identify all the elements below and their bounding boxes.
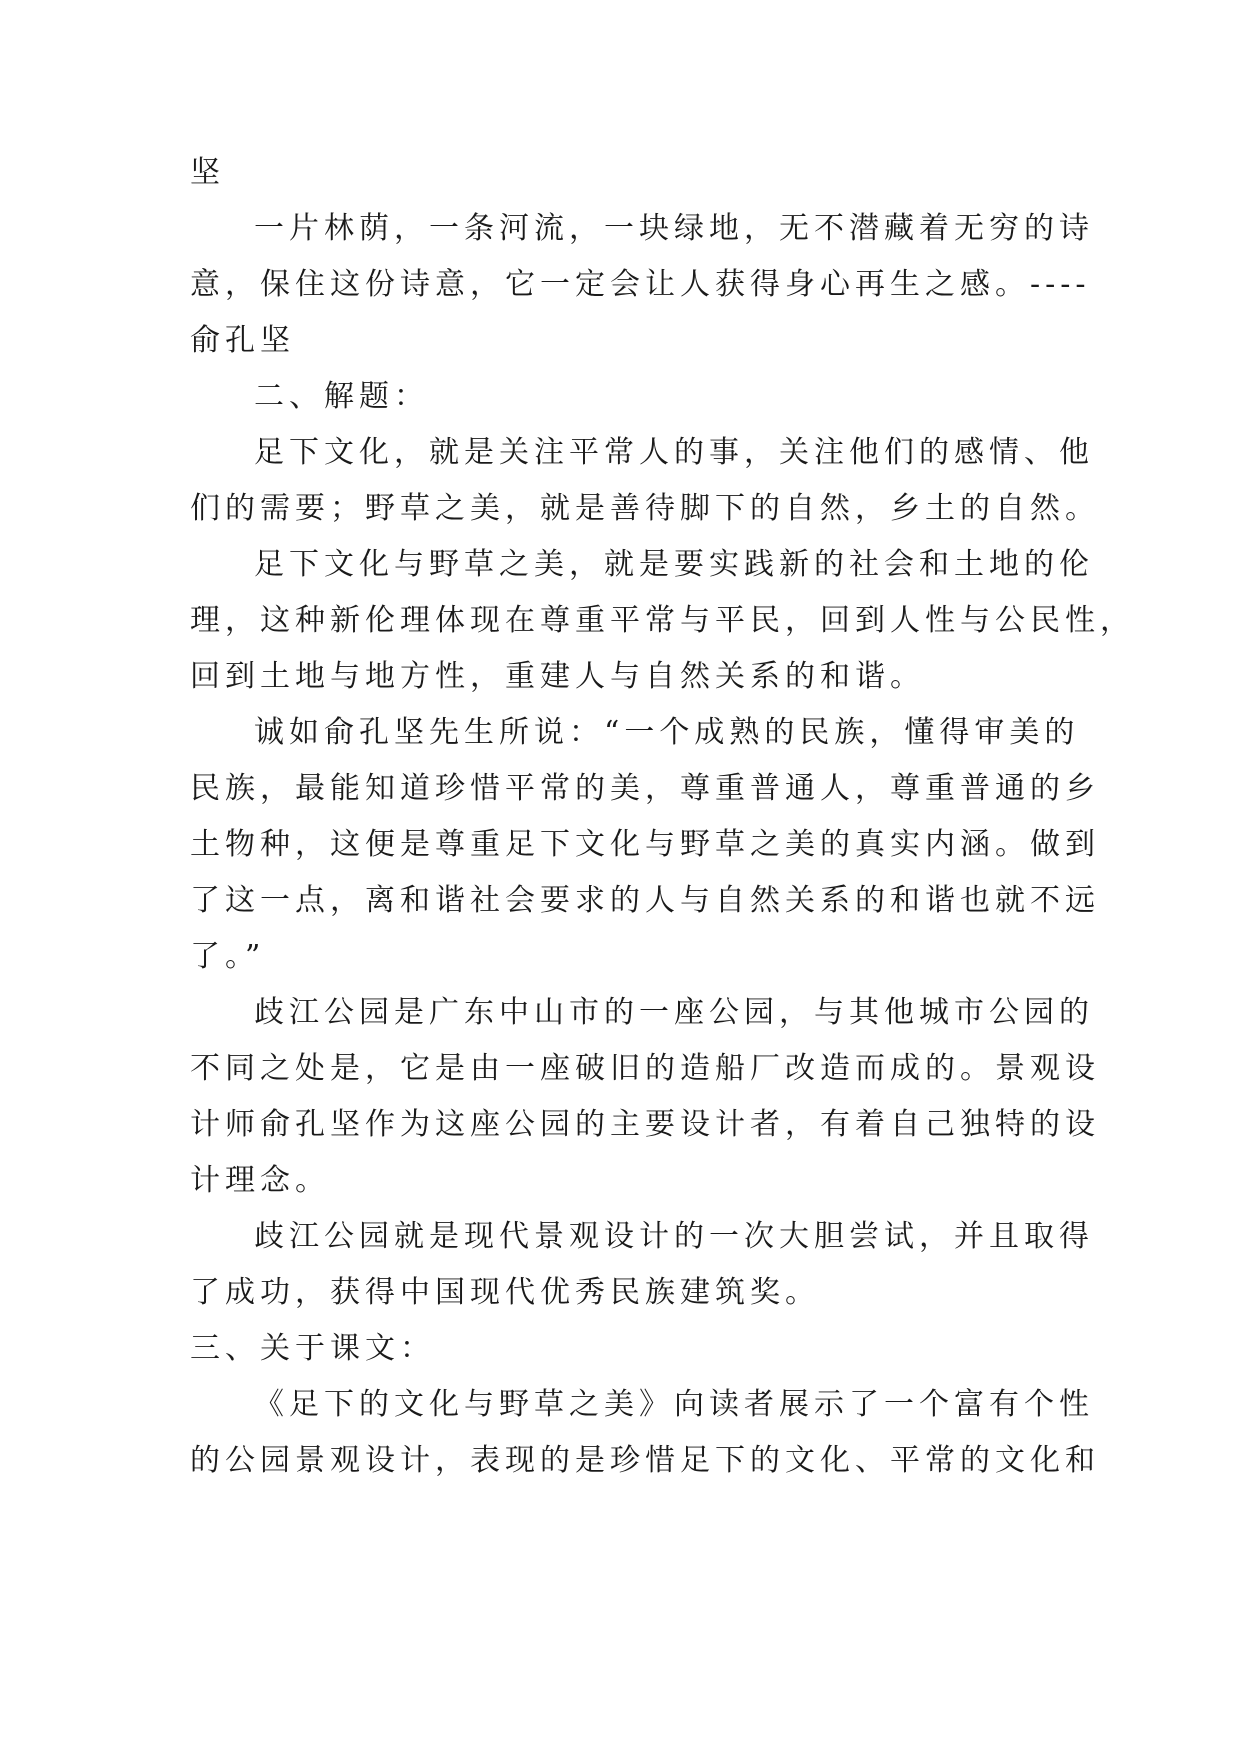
text-line: 了。” bbox=[190, 939, 266, 974]
text-line: 了成功，获得中国现代优秀民族建筑奖。 bbox=[190, 1275, 820, 1310]
text-line: 们的需要；野草之美，就是善待脚下的自然，乡土的自然。 bbox=[190, 491, 1100, 526]
text-line: 不同之处是，它是由一座破旧的造船厂改造而成的。景观设 bbox=[190, 1051, 1100, 1086]
text-line: 计师俞孔坚作为这座公园的主要设计者，有着自己独特的设 bbox=[190, 1107, 1100, 1142]
text-line: 理，这种新伦理体现在尊重平常与平民，回到人性与公民性， bbox=[190, 603, 1135, 638]
text-line: 的公园景观设计，表现的是珍惜足下的文化、平常的文化和 bbox=[190, 1443, 1100, 1478]
text-line: 坚 bbox=[190, 155, 225, 190]
text-line: 计理念。 bbox=[190, 1163, 330, 1198]
text-line: 意，保住这份诗意，它一定会让人获得身心再生之感。---- bbox=[190, 267, 1091, 302]
text-line: 了这一点，离和谐社会要求的人与自然关系的和谐也就不远 bbox=[190, 883, 1100, 918]
text-line: 足下文化，就是关注平常人的事，关注他们的感情、他 bbox=[254, 435, 1094, 470]
text-line: 诚如俞孔坚先生所说：“一个成熟的民族，懂得审美的 bbox=[254, 715, 1080, 750]
text-line: 土物种，这便是尊重足下文化与野草之美的真实内涵。做到 bbox=[190, 827, 1100, 862]
section-heading: 三、关于课文： bbox=[190, 1331, 435, 1366]
text-line: 歧江公园是广东中山市的一座公园，与其他城市公园的 bbox=[254, 995, 1094, 1030]
text-line: 足下文化与野草之美，就是要实践新的社会和土地的伦 bbox=[254, 547, 1094, 582]
text-line: 俞孔坚 bbox=[190, 323, 295, 358]
section-heading: 二、解题： bbox=[254, 379, 429, 414]
text-line: 歧江公园就是现代景观设计的一次大胆尝试，并且取得 bbox=[254, 1219, 1094, 1254]
text-line: 一片林荫，一条河流，一块绿地，无不潜藏着无穷的诗 bbox=[254, 211, 1094, 246]
text-line: 《足下的文化与野草之美》向读者展示了一个富有个性 bbox=[254, 1387, 1094, 1422]
text-line: 民族，最能知道珍惜平常的美，尊重普通人，尊重普通的乡 bbox=[190, 771, 1100, 806]
text-line: 回到土地与地方性，重建人与自然关系的和谐。 bbox=[190, 659, 925, 694]
document-body bbox=[190, 145, 1135, 1489]
